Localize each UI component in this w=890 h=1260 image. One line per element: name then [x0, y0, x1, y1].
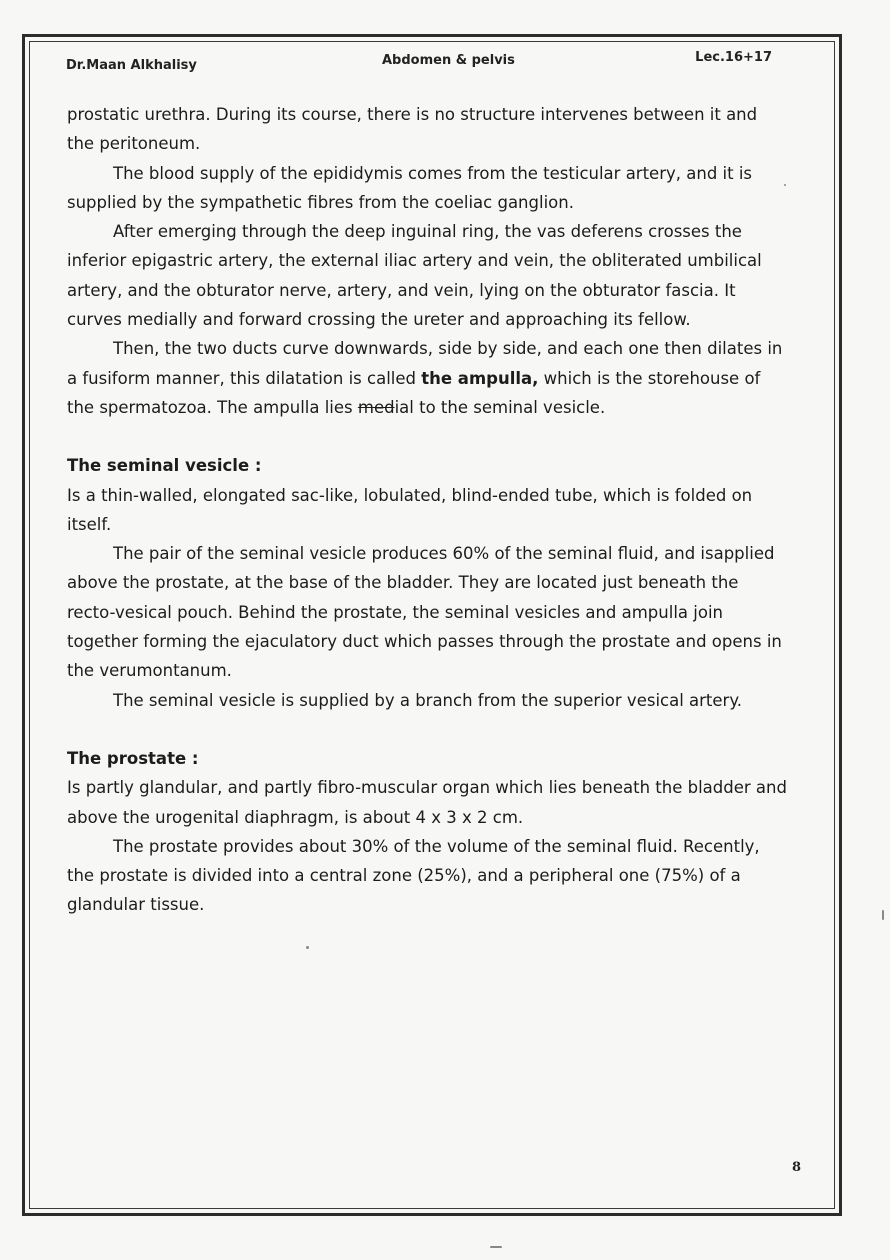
- struck-text: med: [357, 397, 395, 417]
- scan-speck: [882, 910, 884, 920]
- page-header: [66, 50, 772, 74]
- section-heading-prostate: The prostate :: [67, 748, 199, 768]
- paragraph: The pair of the seminal vesicle produces 60% of the seminal fluid, and isapplied above the prostate, at the base of the bladder. They are located just beneath the recto-vesical pouch. Behind the prostate, the seminal vesicles and ampulla join together forming the ejaculatory duct which passes through the prostate and opens in the verumontanum.: [67, 544, 782, 681]
- page-number: 8: [792, 1160, 802, 1175]
- scan-speck: [490, 1246, 502, 1248]
- paragraph: Is partly glandular, and partly fibro-muscular organ which lies beneath the bladder and above the urogenital diaphragm, is about 4 x 3 x 2 cm.: [67, 778, 787, 827]
- header-subject: Abdomen & pelvis: [382, 53, 515, 68]
- header-lecture: Lec.16+17: [695, 50, 772, 65]
- paragraph: Is a thin-walled, elongated sac-like, lobulated, blind-ended tube, which is folded on itself.: [67, 485, 753, 534]
- paragraph-ampulla: [67, 334, 789, 422]
- header-author: Dr.Maan Alkhalisy: [66, 58, 197, 73]
- scan-speck: [784, 184, 786, 186]
- paragraph: prostatic urethra. During its course, there is no structure intervenes between it and the peritoneum.: [67, 105, 758, 154]
- text-run: Then, the two ducts curve downwards, side by side, and each one then dilates in a fusiform manner, this dilatation is called: [67, 339, 783, 388]
- text-run: ial to the seminal vesicle.: [394, 397, 606, 417]
- paragraph: The blood supply of the epididymis comes from the testicular artery, and it is supplied by the sympathetic fibres from the coeliac ganglion.: [67, 163, 753, 212]
- paragraph: The prostate provides about 30% of the volume of the seminal fluid. Recently, the prostate is divided into a central zone (25%), and a peripheral one (75%) of a glandular tissue.: [67, 836, 760, 915]
- bold-term: the ampulla,: [421, 368, 539, 388]
- scan-speck: [306, 946, 309, 949]
- paragraph: After emerging through the deep inguinal ring, the vas deferens crosses the inferior epigastric artery, the external iliac artery and vein, the obliterated umbilical artery, and the obturator nerve, artery, and vein, lying on the obturator fascia. It curves medially and forward crossing the ureter and approaching its fellow.: [67, 222, 762, 330]
- paragraph: The seminal vesicle is supplied by a branch from the superior vesical artery.: [113, 690, 742, 710]
- document-body: [67, 100, 789, 920]
- section-heading-seminal-vesicle: The seminal vesicle :: [67, 456, 262, 476]
- text-run: which is the storehouse of the spermatozoa. The ampulla lies: [67, 368, 761, 417]
